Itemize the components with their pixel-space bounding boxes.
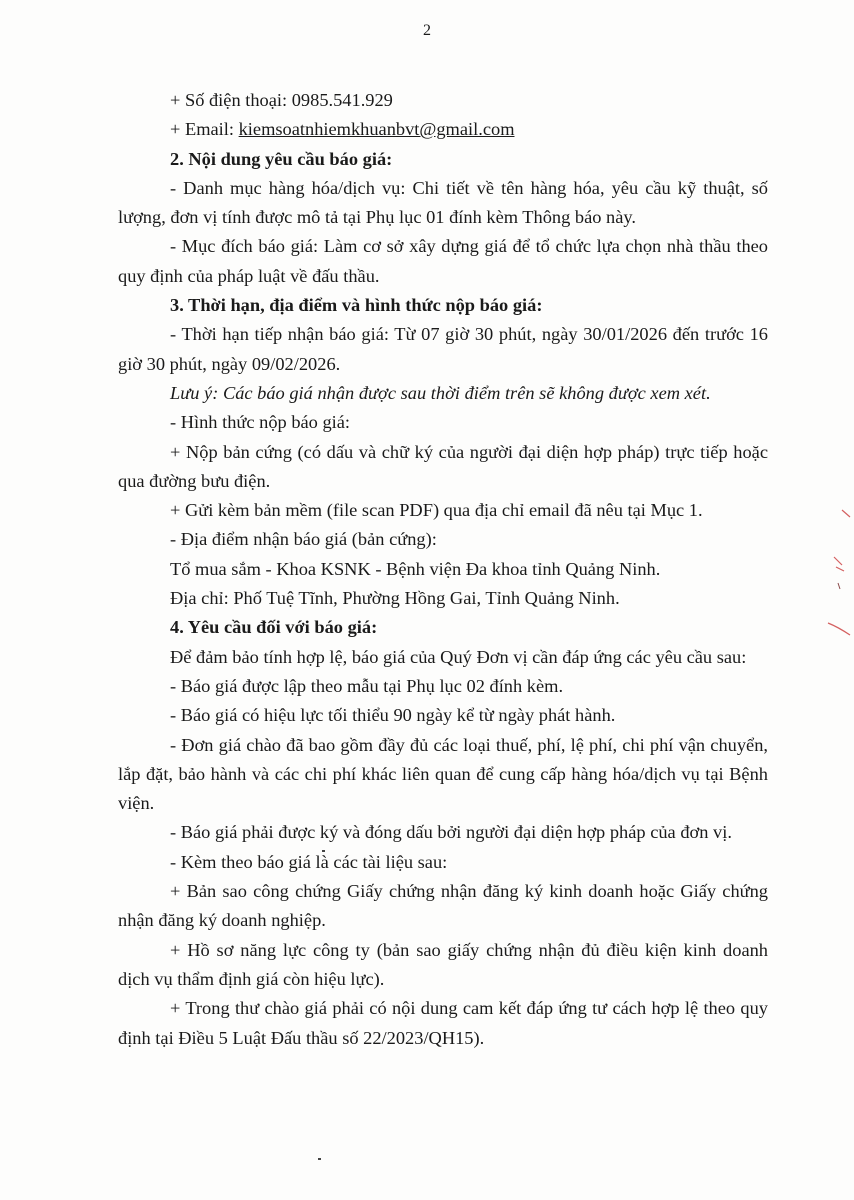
goods-list-paragraph: - Danh mục hàng hóa/dịch vụ: Chi tiết về tên hàng hóa, yêu cầu kỹ thuật, số lượng, đơn vị tính được mô tả tại Phụ lục 01 đính kèm Thông báo này. bbox=[118, 177, 768, 228]
email-link[interactable]: kiemsoatnhiemkhuanbvt@gmail.com bbox=[238, 119, 515, 140]
email-prefix: + Email: bbox=[170, 119, 239, 140]
section-3-heading: 3. Thời hạn, địa điểm và hình thức nộp báo giá: bbox=[170, 295, 543, 316]
validity-period-line: - Báo giá có hiệu lực tối thiểu 90 ngày kể từ ngày phát hành. bbox=[170, 705, 616, 726]
commitment-paragraph: + Trong thư chào giá phải có nội dung cam kết đáp ứng tư cách hợp lệ theo quy định tại Điều 5 Luật Đấu thầu số 22/2023/QH15). bbox=[118, 998, 768, 1048]
document-body bbox=[118, 86, 768, 1053]
note-text: Các báo giá nhận được sau thời điểm trên sẽ không được xem xét. bbox=[218, 382, 711, 403]
soft-copy-line: + Gửi kèm bản mềm (file scan PDF) qua địa chỉ email đã nêu tại Mục 1. bbox=[170, 500, 703, 521]
template-requirement-line: - Báo giá được lập theo mẫu tại Phụ lục 02 đính kèm. bbox=[170, 675, 564, 696]
scan-speck bbox=[322, 850, 325, 852]
receiving-location-line: - Địa điểm nhận báo giá (bản cứng): bbox=[170, 529, 437, 550]
section-2-heading: 2. Nội dung yêu cầu báo giá: bbox=[170, 148, 393, 169]
stamp-edge-mark bbox=[824, 505, 854, 645]
procurement-team-line: Tổ mua sắm - Khoa KSNK - Bệnh viện Đa khoa tỉnh Quảng Ninh. bbox=[170, 558, 661, 579]
hard-copy-paragraph: + Nộp bản cứng (có dấu và chữ ký của người đại diện hợp pháp) trực tiếp hoặc qua đường bưu điện. bbox=[118, 441, 768, 491]
page-number: 2 bbox=[423, 22, 431, 39]
deadline-paragraph: - Thời hạn tiếp nhận báo giá: Từ 07 giờ 30 phút, ngày 30/01/2026 đến trước 16 giờ 30 phút, ngày 09/02/2026. bbox=[118, 324, 768, 374]
phone-line: + Số điện thoại: 0985.541.929 bbox=[170, 90, 393, 110]
unit-price-paragraph: - Đơn giá chào đã bao gồm đầy đủ các loại thuế, phí, lệ phí, chi phí vận chuyển, lắp đặt, bảo hành và các chi phí khác liên quan để cung cấp hàng hóa/dịch vụ tại Bệnh viện. bbox=[118, 734, 768, 814]
purpose-paragraph: - Mục đích báo giá: Làm cơ sở xây dựng giá để tổ chức lựa chọn nhà thầu theo quy định của pháp luật về đấu thầu. bbox=[118, 236, 768, 286]
note-paragraph bbox=[118, 379, 768, 408]
scan-speck bbox=[318, 1158, 321, 1160]
attachments-line: - Kèm theo báo giá là các tài liệu sau: bbox=[170, 851, 448, 872]
address-line: Địa chỉ: Phố Tuệ Tĩnh, Phường Hồng Gai, Tỉnh Quảng Ninh. bbox=[170, 588, 620, 609]
section-4-heading: 4. Yêu cầu đối với báo giá: bbox=[170, 617, 378, 638]
note-label: Lưu ý: bbox=[170, 382, 219, 403]
signature-requirement-paragraph: - Báo giá phải được ký và đóng dấu bởi người đại diện hợp pháp của đơn vị. bbox=[170, 822, 732, 843]
validity-intro-paragraph: Để đảm bảo tính hợp lệ, báo giá của Quý Đơn vị cần đáp ứng các yêu cầu sau: bbox=[170, 646, 747, 667]
company-profile-paragraph: + Hồ sơ năng lực công ty (bản sao giấy chứng nhận đủ điều kiện kinh doanh dịch vụ thẩm định giá còn hiệu lực). bbox=[118, 939, 768, 989]
email-line bbox=[118, 115, 768, 144]
submission-method-line: - Hình thức nộp báo giá: bbox=[170, 412, 351, 433]
business-registration-paragraph: + Bản sao công chứng Giấy chứng nhận đăng ký kinh doanh hoặc Giấy chứng nhận đăng ký doanh nghiệp. bbox=[118, 881, 768, 931]
